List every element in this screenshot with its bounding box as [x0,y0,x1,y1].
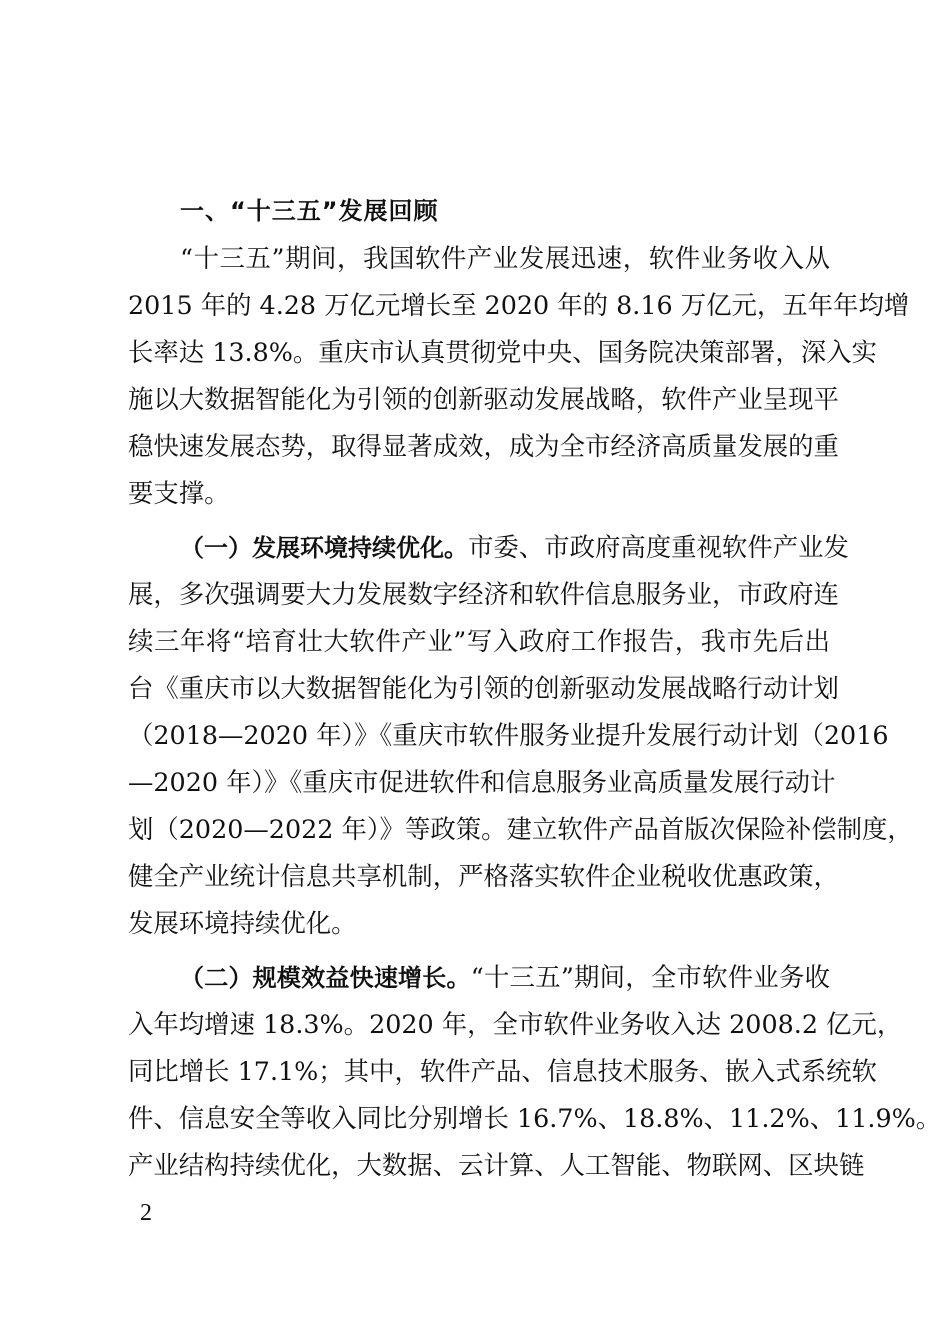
paragraph-line: 施以大数据智能化为引领的创新驱动发展战略，软件产业呈现平 [128,384,839,414]
paragraph-line: （2018—2020 年）》《重庆市软件服务业提升发展行动计划（2016 [128,720,889,750]
paragraph-line: 长率达 13.8%。重庆市认真贯彻党中央、国务院决策部署，深入实 [128,337,877,367]
paragraph-line: 件、信息安全等收入同比分别增长 16.7%、18.8%、11.2%、11.9%。 [128,1103,942,1133]
paragraph-line: 发展环境持续优化。 [128,908,357,938]
paragraph-line [128,524,849,571]
paragraph-line: 台《重庆市以大数据智能化为引领的创新驱动发展战略行动计划 [128,673,839,703]
paragraph-line: 同比增长 17.1%；其中，软件产品、信息技术服务、嵌入式系统软 [128,1056,877,1086]
paragraph-line [128,954,830,1001]
paragraph-line: 续三年将“培育壮大软件产业”写入政府工作报告，我市先后出 [128,626,830,656]
paragraph-line: 稳快速发展态势，取得显著成效，成为全市经济高质量发展的重 [128,431,839,461]
paragraph-line: 划（2020—2022 年）》等政策。建立软件产品首版次保险补偿制度， [128,814,913,844]
paragraph-line: 展，多次强调要大力发展数字经济和软件信息服务业，市政府连 [128,579,839,609]
paragraph-line: —2020 年）》《重庆市促进软件和信息服务业高质量发展行动计 [128,767,836,797]
subsection-title: （二）规模效益快速增长。 [180,964,471,992]
section-heading: 一、“十三五”发展回顾 [180,197,439,225]
paragraph-line: 2015 年的 4.28 万亿元增长至 2020 年的 8.16 万亿元，五年年均增 [128,290,910,320]
paragraph-text: 市委、市政府高度重视软件产业发 [468,532,849,562]
page-number: 2 [140,1200,152,1226]
section-1-paragraph [128,524,913,947]
paragraph-line: “十三五”期间，我国软件产业发展迅速，软件业务收入从 [180,243,830,273]
paragraph-line: 入年均增速 18.3%。2020 年，全市软件业务收入达 2008.2 亿元， [128,1009,903,1039]
paragraph-line: 健全产业统计信息共享机制，严格落实软件企业税收优惠政策， [128,861,839,891]
subsection-title: （一）发展环境持续优化。 [180,534,468,562]
intro-paragraph [128,235,910,517]
section-2-paragraph [128,954,942,1189]
body-content [128,188,942,1189]
paragraph-line: 产业结构持续优化，大数据、云计算、人工智能、物联网、区块链 [128,1150,865,1180]
paragraph-text: “十三五”期间，全市软件业务收 [470,962,830,992]
paragraph-line: 要支撑。 [128,478,230,508]
